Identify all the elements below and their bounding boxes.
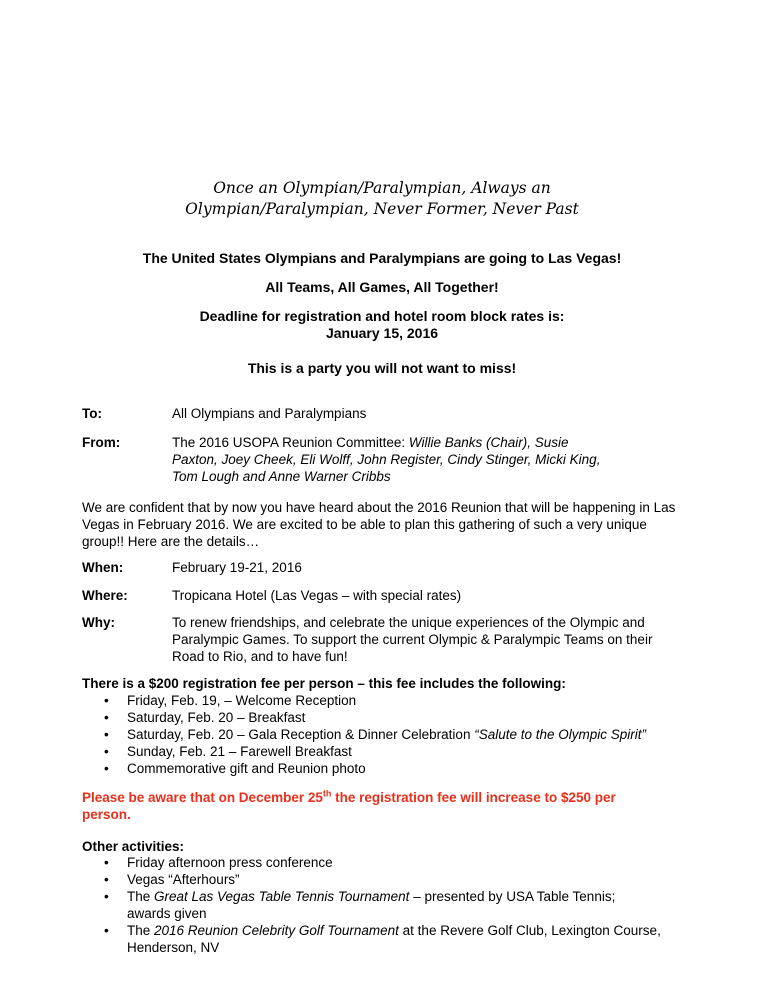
headline: The United States Olympians and Paralympians are going to Las Vegas! (142, 250, 622, 266)
party-line: This is a party you will not want to miss! (247, 360, 517, 376)
list-item: • Commemorative gift and Reunion photo (82, 760, 682, 777)
committee-names-1: Willie Banks (Chair), Susie (408, 435, 569, 450)
when-value: February 19-21, 2016 (172, 560, 302, 575)
tagline: All Teams, All Games, All Together! (265, 279, 499, 295)
why-value: To renew friendships, and celebrate the unique experiences of the Olympic and Paralympic Games. To support the current Olympic & Paralympic Teams on their Road to Rio, and to have fun! (172, 615, 653, 664)
intro-paragraph: We are confident that by now you have heard about the 2016 Reunion that will be happening in Las Vegas in February 2016. We are excited to be able to plan this gathering of such a very unique group!! Here are the details… (82, 500, 676, 549)
list-item: • Saturday, Feb. 20 – Gala Reception & Dinner Celebration “Salute to the Olympic Spirit” (82, 726, 682, 743)
to-value: All Olympians and Paralympians (172, 406, 367, 421)
from-label: From: (82, 435, 121, 450)
where-label: Where: (82, 588, 128, 603)
motto-line-1: Once an Olympian/Paralympian, Always an (213, 179, 551, 197)
deadline-date: January 15, 2016 (325, 325, 439, 341)
gala-title: “Salute to the Olympic Spirit” (474, 727, 647, 742)
to-label: To: (82, 406, 102, 421)
list-item: • The Great Las Vegas Table Tennis Tournament – presented by USA Table Tennis; awards given (82, 888, 662, 922)
from-committee: The 2016 USOPA Reunion Committee: (172, 435, 409, 450)
activities-heading: Other activities: (82, 839, 185, 854)
list-item: • The 2016 Reunion Celebrity Golf Tournament at the Revere Golf Club, Lexington Course, Henderson, NV (82, 922, 662, 956)
fee-heading: There is a $200 registration fee per person – this fee includes the following: (82, 676, 566, 691)
why-label: Why: (82, 615, 115, 630)
when-label: When: (82, 560, 124, 575)
where-value: Tropicana Hotel (Las Vegas – with special rates) (172, 588, 462, 603)
from-value (172, 434, 672, 485)
list-item: • Saturday, Feb. 20 – Breakfast (82, 709, 682, 726)
fee-list (82, 692, 682, 777)
committee-names-3: Tom Lough and Anne Warner Cribbs (172, 469, 391, 484)
activities-list (82, 854, 662, 956)
list-item: • Friday afternoon press conference (82, 854, 662, 871)
list-item: • Sunday, Feb. 21 – Farewell Breakfast (82, 743, 682, 760)
committee-names-2: Paxton, Joey Cheek, Eli Wolff, John Register, Cindy Stinger, Micki King, (172, 452, 601, 467)
list-item: • Friday, Feb. 19, – Welcome Reception (82, 692, 682, 709)
motto (0, 178, 764, 220)
list-item: • Vegas “Afterhours” (82, 871, 662, 888)
deadline-line-1: Deadline for registration and hotel room block rates is: (199, 308, 565, 324)
motto-line-2: Olympian/Paralympian, Never Former, Never Past (185, 200, 579, 218)
fee-increase-notice: Please be aware that on December 25th the registration fee will increase to $250 per person. (82, 788, 616, 822)
